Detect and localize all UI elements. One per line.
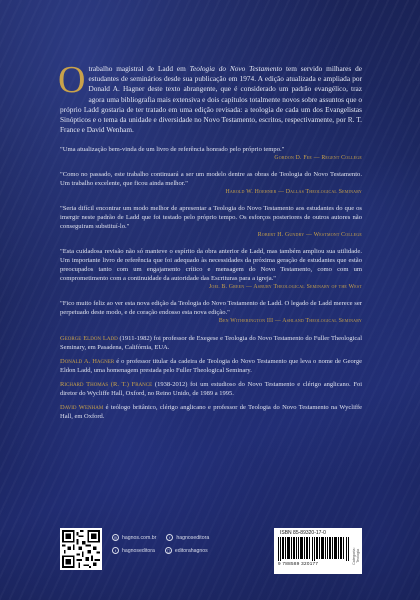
social-label: hagnoseditora	[122, 547, 155, 554]
endorsement-witherington	[60, 299, 362, 325]
qr-code	[60, 528, 102, 570]
isbn-barcode	[274, 528, 362, 574]
isbn-number: 9 788589 320177	[278, 561, 319, 566]
social-row	[112, 547, 262, 554]
quote-author: Ben Witherington III — Ashland Theological Seminary	[218, 318, 362, 325]
author-affiliation: Westmont College	[313, 232, 362, 239]
book-title: Teologia do Novo Testamento	[189, 64, 283, 73]
bio-text: (1938-2012) foi um estudioso do Novo Testamento e clérigo anglicano. Foi diretor do Wycliffe Hall, Oxford, no Reino Unido, de 1989 a 1995.	[60, 381, 362, 397]
social-label: hagnos.com.br	[122, 534, 157, 541]
social-website	[112, 534, 156, 541]
endorsement-gundry	[60, 204, 362, 239]
globe-icon: ◎	[113, 535, 118, 540]
bio-text: é o professor titular da cadeira de Teologia do Novo Testamento que leva o nome de George Eldon Ladd, uma homenagem prestada pelo Fuller Theological Seminary.	[60, 358, 362, 375]
bio-hagner	[60, 358, 362, 376]
drop-cap: O	[58, 59, 86, 101]
quote-text: "Esta cuidadosa revisão não só manteve o espírito da obra anterior de Ladd, mas também ampliou sua utilidade. Um importante livro de referência que foi adequado às necessidades da próxima geração de estudantes que estão preocupados tanto com um engajamento crítico e mensagem do Novo Testamento, como com um comprometimento com a continuidade da autoridade das Escrituras para a igreja."	[60, 248, 362, 283]
endorsement-fee	[60, 145, 362, 162]
quote-text: "Fico muito feliz ao ver esta nova edição da Teologia do Novo Testamento de Ladd. O legado de Ladd merece ser perpetuado deste modo, e de coração endosso esta nova edição."	[60, 300, 362, 317]
author-name: Robert H. Gundry	[257, 232, 305, 239]
social-twitter	[112, 547, 155, 554]
social-label: editorahagnos	[174, 547, 208, 554]
social-instagram	[165, 547, 208, 554]
bio-name: David Wenham	[60, 403, 104, 411]
author-name: Gordon D. Fee	[274, 155, 313, 162]
bio-name: Richard Thomas (R. T.) France	[60, 381, 153, 389]
social-row	[112, 534, 262, 541]
quote-author: Joel B. Green — Asbury Theological Seminary of the West	[208, 284, 362, 291]
bio-text: é teólogo britânico, clérigo anglicano e professor de Teologia do Novo Testamento na Wycliffe Hall, em Oxford.	[60, 403, 362, 420]
bio-text: (1911-1982) foi professor de Exegese e Teologia do Novo Testamento do Fuller Theological Seminary, em Pasadena, Califórnia, EUA.	[60, 335, 362, 352]
intro-text-start: trabalho magistral de Ladd em	[88, 64, 190, 73]
bio-name: George Eldon Ladd	[60, 335, 118, 343]
intro-text-rest: tem servido milhares de estudantes de seminários desde sua publicação em 1974. A edição atualizada e ampliada por Donald A. Hagner deste texto abrangente, que é considerado um padrão evangélico, traz agora uma bibliografia mais extensiva e dois capítulos totalmente novos sobre assuntos que o próprio Ladd gostaria de ter tratado em uma edição revisada: a teologia de cada um dos Evangelistas Sinópticos e o tema da unidade e diversidade no Novo Testamento, escritos, respectivamente, por R. T. France e David Wenham.	[60, 64, 363, 135]
endorsement-green	[60, 247, 362, 291]
bio-france	[60, 381, 362, 399]
author-name: Ben Witherington III	[218, 318, 274, 325]
social-facebook	[166, 534, 209, 541]
author-affiliation: Asbury Theological Seminary of the West	[253, 284, 362, 291]
author-bios	[60, 335, 362, 421]
author-name: Joel B. Green	[208, 284, 245, 291]
quote-author: Gordon D. Fee — Regent College	[274, 155, 362, 162]
bio-wenham	[60, 404, 362, 422]
social-label: hagnoseditora	[176, 534, 210, 541]
quote-author: Harold W. Hoehner — Dallas Theological Seminary	[225, 189, 362, 196]
facebook-icon: f	[166, 534, 173, 541]
social-links	[112, 534, 262, 560]
author-affiliation: Ashland Theological Seminary	[282, 318, 362, 325]
twitter-icon: t	[112, 547, 119, 554]
endorsement-hoehner	[60, 170, 362, 196]
qr-code-icon	[62, 530, 100, 568]
author-name: Harold W. Hoehner	[225, 189, 277, 196]
barcode-icon	[278, 537, 350, 561]
quote-text: "Uma atualização bem-vinda de um livro de referência honrado pelo próprio tempo."	[60, 146, 285, 154]
instagram-icon: ◻	[166, 548, 171, 553]
back-cover-content	[58, 59, 363, 427]
quote-author: Robert H. Gundry — Westmont College	[257, 232, 362, 239]
author-affiliation: Regent College	[321, 155, 362, 162]
back-cover-footer	[60, 528, 362, 574]
bio-ladd	[60, 335, 362, 353]
bio-name: Donald A. Hagner	[60, 358, 115, 366]
category-label: Categoria: Teologia	[352, 547, 360, 565]
isbn-label: ISBN 85-89320-17-0	[280, 530, 326, 536]
quote-text: "Como no passado, este trabalho continuará a ser um modelo dentre as obras de Teologia do Novo Testamento. Um trabalho excelente, que ficou ainda melhor."	[60, 171, 362, 188]
author-affiliation: Dallas Theological Seminary	[285, 189, 362, 196]
intro-paragraph	[58, 59, 363, 135]
quote-text: "Seria difícil encontrar um modo melhor de apresentar a Teologia do Novo Testamento aos estudantes do que os imergir neste padrão de Ladd que foi testado pelo próprio tempo. Os esforços posteriores de outros autores não conseguiram substituí-lo."	[60, 205, 362, 231]
